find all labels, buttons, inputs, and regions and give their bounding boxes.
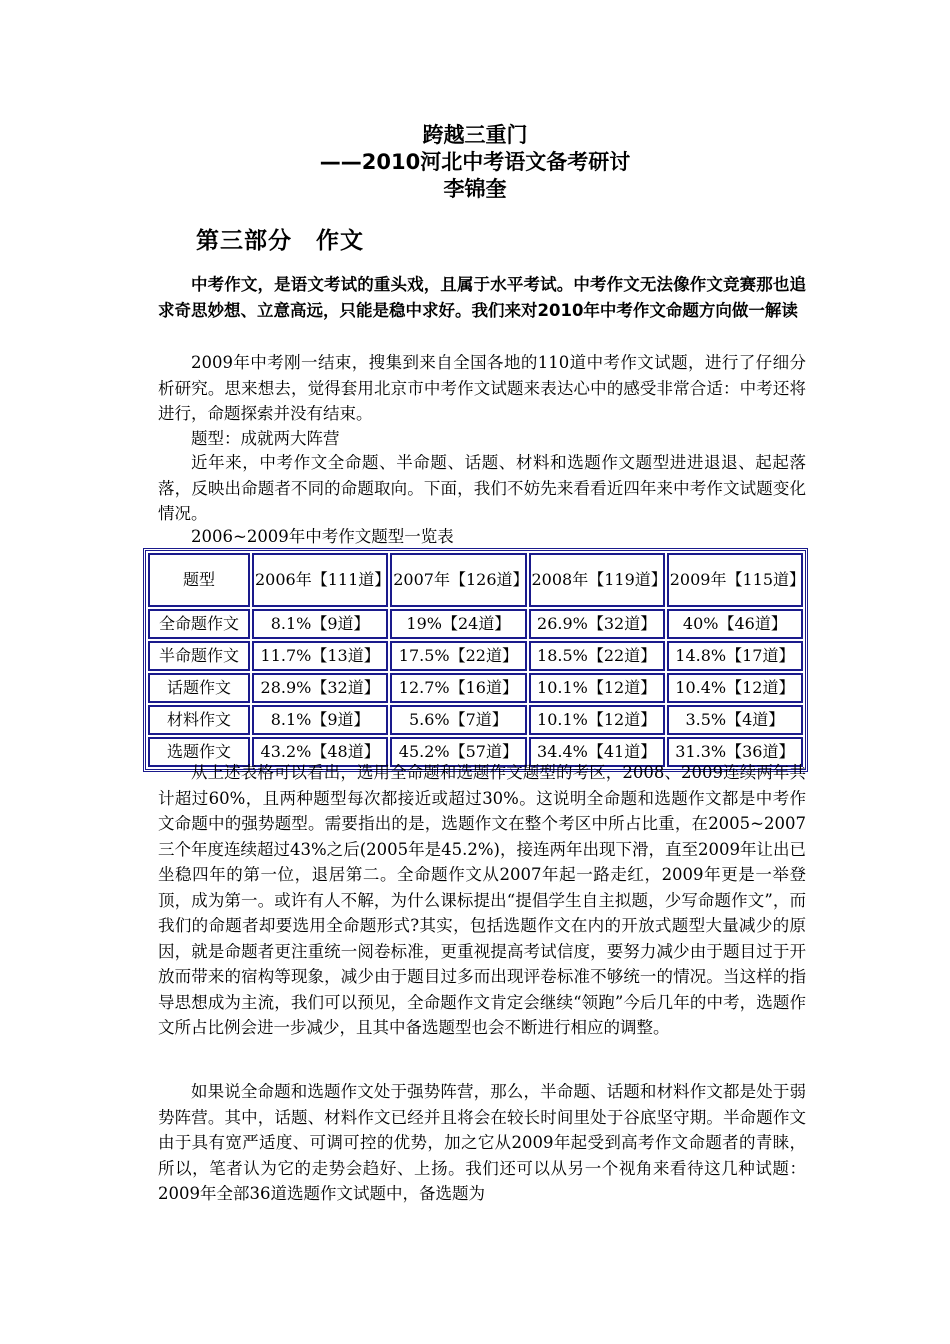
table-caption: 2006~2009年中考作文题型一览表 [191, 527, 454, 546]
table-header-cell: 2007年【126道】 [390, 553, 526, 607]
table-header-cell: 题型 [148, 553, 250, 607]
table-cell: 10.4%【12道】 [667, 673, 803, 703]
table-row [148, 673, 803, 703]
table-cell: 34.4%【41道】 [529, 737, 665, 767]
table-header-cell: 2009年【115道】 [667, 553, 803, 607]
paragraph-1: 2009年中考刚一结束，搜集到来自全国各地的110道中考作文试题，进行了仔细分析研究。思来想去，觉得套用北京市中考作文试题来表达心中的感受非常合适：中考还将进行，命题探索并没有结束。 [158, 353, 806, 423]
table-header-row [148, 553, 803, 607]
table-cell: 全命题作文 [148, 609, 250, 639]
table-cell: 17.5%【22道】 [390, 641, 526, 671]
table-cell: 12.7%【16道】 [390, 673, 526, 703]
table-cell: 8.1%【9道】 [252, 705, 388, 735]
table-header-cell: 2006年【111道】 [252, 553, 388, 607]
table-header-cell: 2008年【119道】 [529, 553, 665, 607]
table-cell: 43.2%【48道】 [252, 737, 388, 767]
table-row [148, 641, 803, 671]
table-cell: 40%【46道】 [667, 609, 803, 639]
table-cell: 18.5%【22道】 [529, 641, 665, 671]
table-cell: 19%【24道】 [390, 609, 526, 639]
table-cell: 3.5%【4道】 [667, 705, 803, 735]
document-subtitle: ——2010河北中考语文备考研讨 [319, 150, 631, 174]
table-cell: 半命题作文 [148, 641, 250, 671]
table-cell: 11.7%【13道】 [252, 641, 388, 671]
table-cell: 话题作文 [148, 673, 250, 703]
table-row [148, 705, 803, 735]
table-cell: 26.9%【32道】 [529, 609, 665, 639]
section-heading: 第三部分 作文 [196, 228, 364, 254]
intro-paragraph: 中考作文，是语文考试的重头戏，且属于水平考试。中考作文无法像作文竞赛那也追求奇思妙想、立意高远，只能是稳中求好。我们来对2010年中考作文命题方向做一解读 [158, 275, 806, 320]
table-cell: 10.1%【12道】 [529, 673, 665, 703]
table-cell: 5.6%【7道】 [390, 705, 526, 735]
table-cell: 10.1%【12道】 [529, 705, 665, 735]
document-author: 李锦奎 [443, 177, 507, 201]
table-cell: 14.8%【17道】 [667, 641, 803, 671]
table-row [148, 609, 803, 639]
question-type-table [143, 548, 808, 772]
paragraph-2: 近年来，中考作文全命题、半命题、话题、材料和选题作文题型进进退退、起起落落，反映出命题者不同的命题取向。下面，我们不妨先来看看近四年来中考作文试题变化情况。 [158, 453, 806, 523]
table-cell: 选题作文 [148, 737, 250, 767]
table-cell: 28.9%【32道】 [252, 673, 388, 703]
paragraph-subheading: 题型：成就两大阵营 [191, 429, 340, 448]
paragraph-4: 如果说全命题和选题作文处于强势阵营，那么，半命题、话题和材料作文都是处于弱势阵营。其中，话题、材料作文已经并且将会在较长时间里处于谷底坚守期。半命题作文由于具有宽严适度、可调可控的优势，加之它从2009年起受到高考作文命题者的青睐，所以，笔者认为它的走势会趋好、上扬。我们还可以从另一个视角来看待这几种试题：2009年全部36道选题作文试题中，备选题为 [158, 1082, 806, 1203]
table-cell: 31.3%【36道】 [667, 737, 803, 767]
paragraph-3: 从上述表格可以看出，选用全命题和选题作文题型的考区，2008、2009连续两年共计超过60%，且两种题型每次都接近或超过30%。这说明全命题和选题作文都是中考作文命题中的强势题型。需要指出的是，选题作文在整个考区中所占比重，在2005~2007三个年度连续超过43%之后(2005年是45.2%)，接连两年出现下滑，直至2009年让出已坐稳四年的第一位，退居第二。全命题作文从2007年起一路走红，2009年更是一举登顶，成为第一。或许有人不解，为什么课标提出“提倡学生自主拟题，少写命题作文”，而我们的命题者却要选用全命题形式?其实，包括选题作文在内的开放式题型大量减少的原因，就是命题者更注重统一阅卷标准，更重视提高考试信度，要努力减少由于题目过于开放而带来的宿构等现象，减少由于题目过多而出现评卷标准不够统一的情况。当这样的指导思想成为主流，我们可以预见，全命题作文肯定会继续“领跑”今后几年的中考，选题作文所占比例会进一步减少，且其中备选题型也会不断进行相应的调整。 [158, 763, 806, 1037]
table-cell: 材料作文 [148, 705, 250, 735]
document-title: 跨越三重门 [422, 123, 528, 147]
table-cell: 8.1%【9道】 [252, 609, 388, 639]
table-cell: 45.2%【57道】 [390, 737, 526, 767]
